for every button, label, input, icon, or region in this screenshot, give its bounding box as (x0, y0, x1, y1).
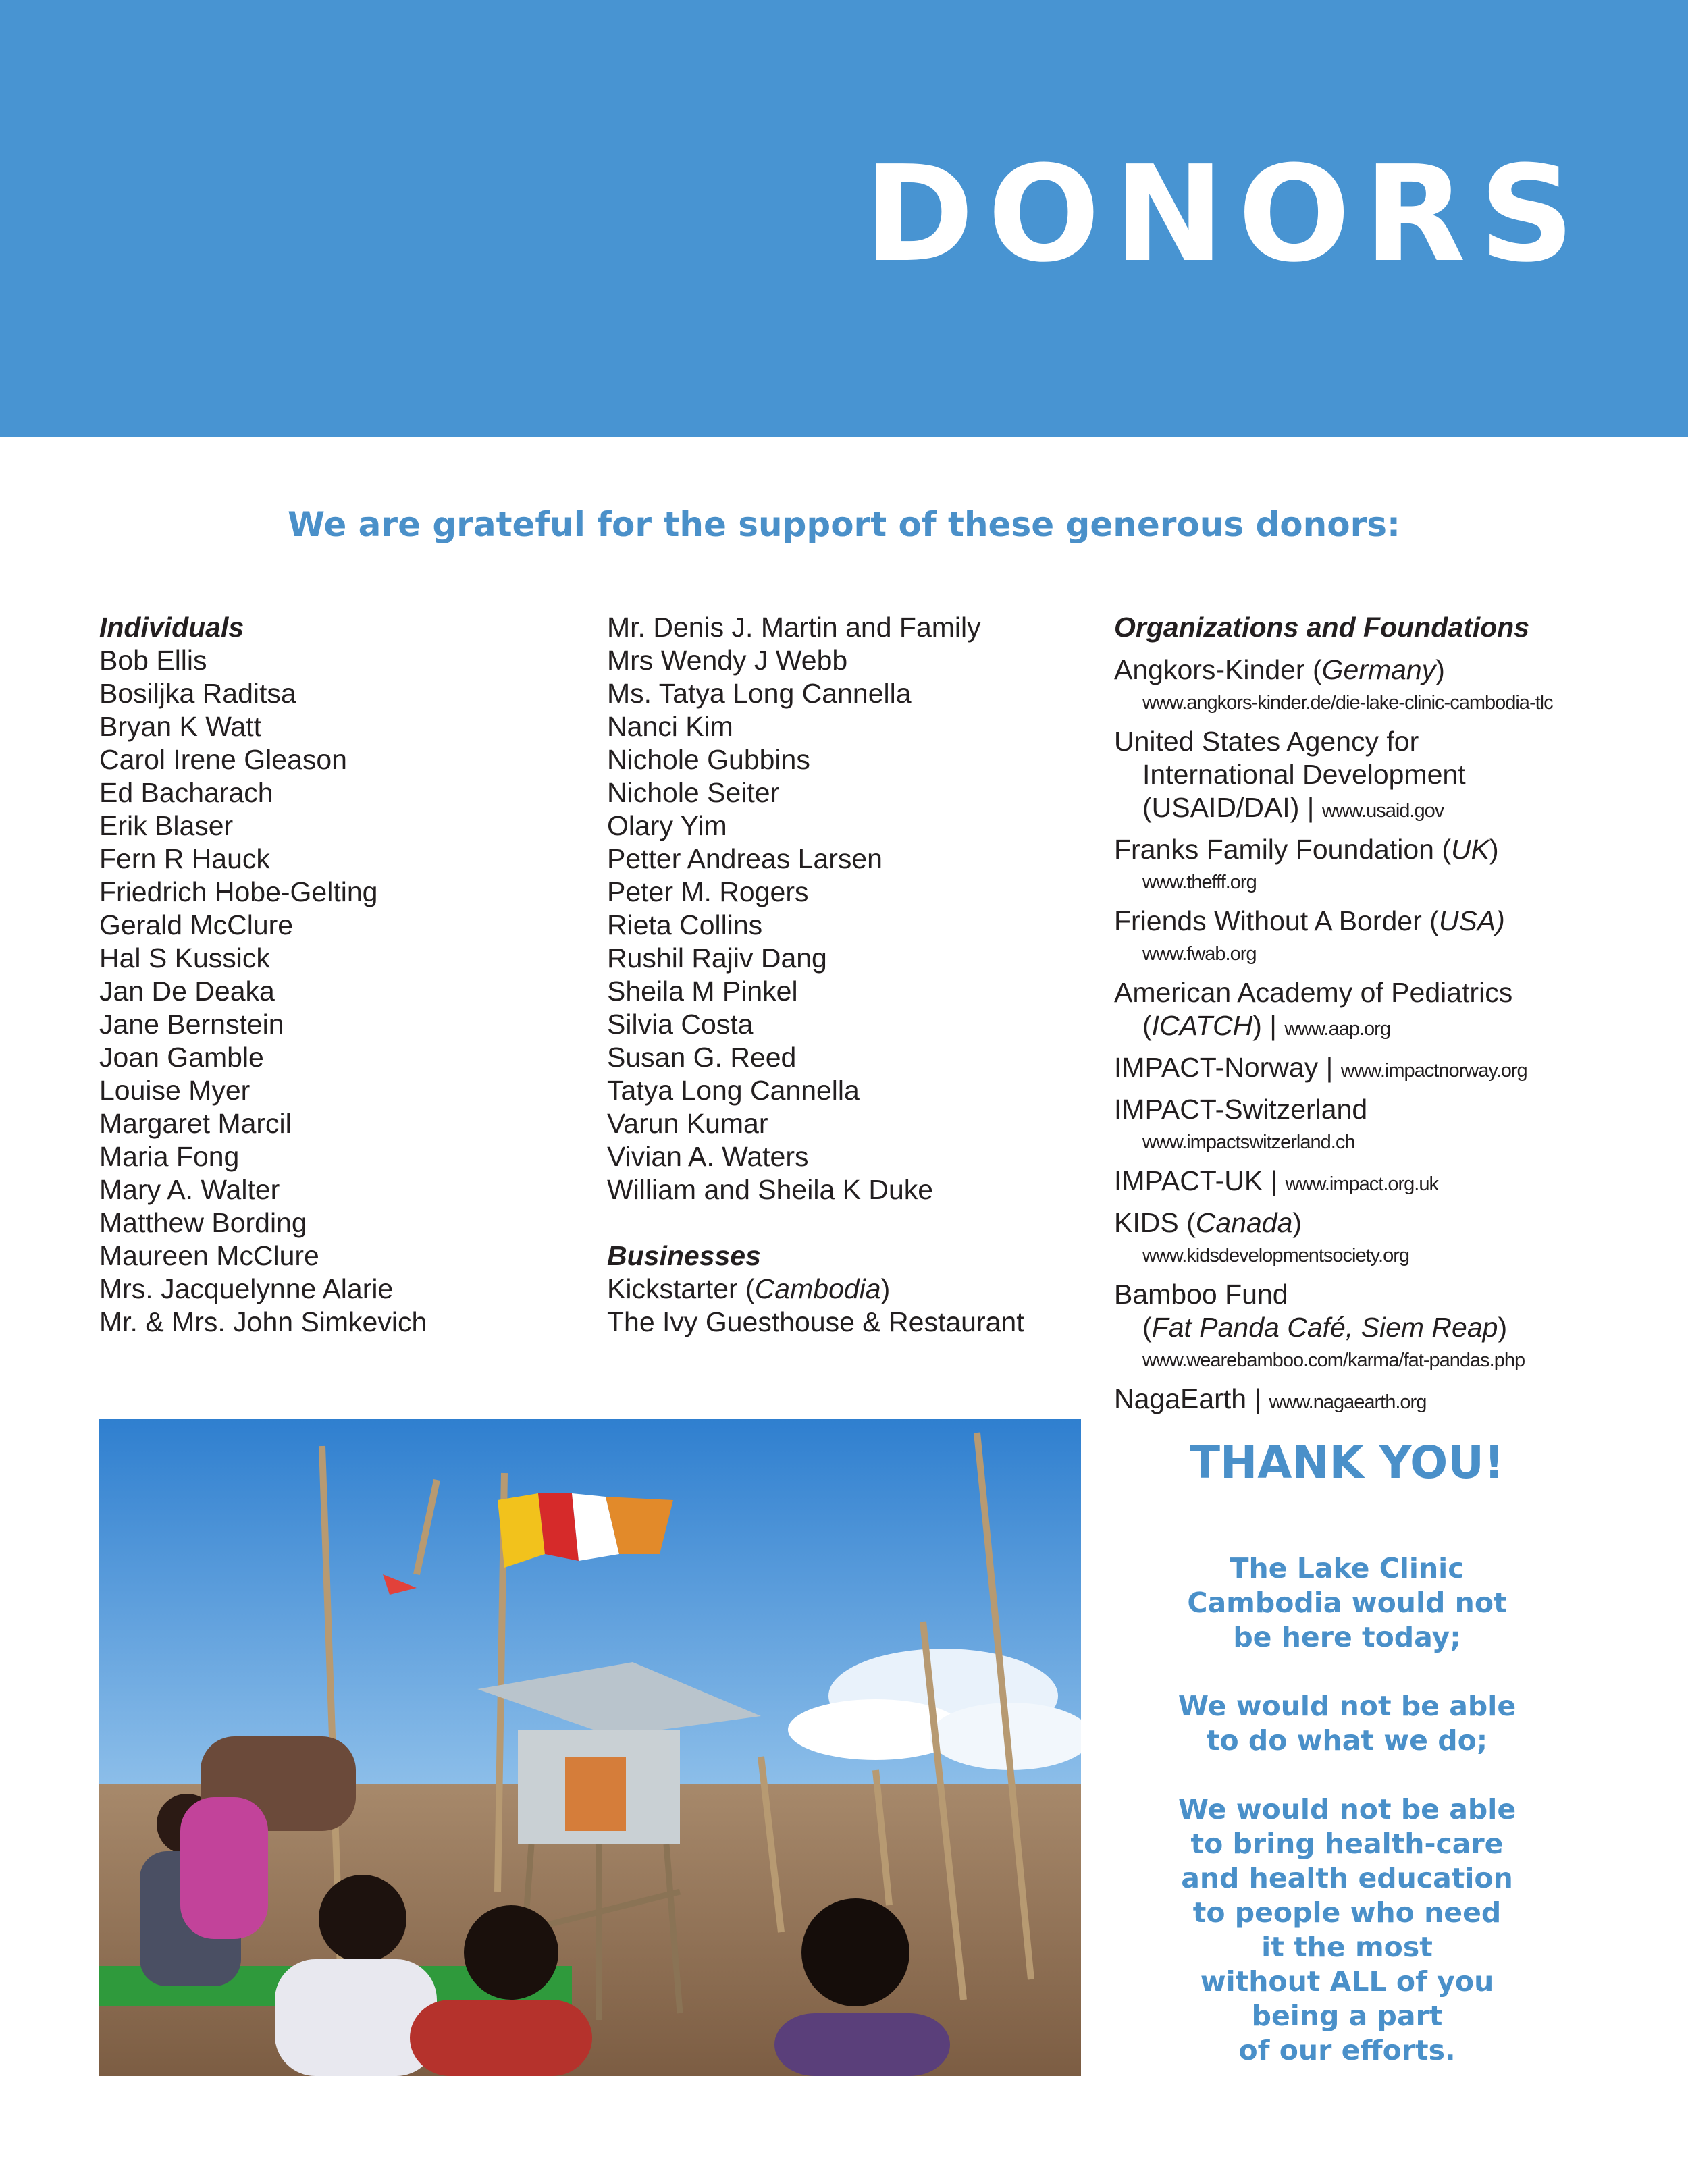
org-nagaearth: NagaEarth | www.nagaearth.org (1114, 1383, 1427, 1414)
intro-subtitle: We are grateful for the support of these generous donors: (287, 505, 1401, 544)
individuals-heading: Individuals (99, 612, 244, 643)
donor-name: Carol Irene Gleason (99, 744, 347, 775)
organizations-column (1114, 611, 1668, 1424)
donor-name: Mr. Denis J. Martin and Family (607, 612, 981, 643)
donor-name: Mrs Wendy J Webb (607, 645, 848, 676)
donor-name: Rushil Rajiv Dang (607, 942, 827, 974)
donor-name: Tatya Long Cannella (607, 1075, 860, 1106)
business-ivy: The Ivy Guesthouse & Restaurant (607, 1306, 1024, 1337)
donor-name: Margaret Marcil (99, 1108, 292, 1139)
donor-name: Mrs. Jacquelynne Alarie (99, 1273, 394, 1304)
donor-name: Gerald McClure (99, 909, 294, 940)
org-url: www.usaid.gov (1321, 800, 1444, 822)
individuals-column-1 (99, 611, 585, 1339)
org-impact-norway: IMPACT-Norway | www.impactnorway.org (1114, 1052, 1527, 1083)
photo-illustration (99, 1419, 1081, 2076)
donor-name: Bob Ellis (99, 645, 207, 676)
donor-name: Friedrich Hobe-Gelting (99, 876, 378, 907)
page-title: DONORS (864, 138, 1588, 292)
donor-name: Olary Yim (607, 810, 727, 841)
org-url: www.impactnorway.org (1340, 1060, 1527, 1082)
donor-name: Jan De Deaka (99, 976, 275, 1007)
thank-you-title: THANK YOU! (1190, 1437, 1504, 1489)
donor-name: Petter Andreas Larsen (607, 843, 882, 874)
donor-name: Joan Gamble (99, 1042, 264, 1073)
org-angkors-kinder: Angkors-Kinder (Germany) www.angkors-kinder.de/die-lake-clinic-cambodia-tlc (1114, 654, 1668, 720)
business-kickstarter: Kickstarter (Cambodia) (607, 1273, 891, 1304)
donor-name: Susan G. Reed (607, 1042, 797, 1073)
org-kids-canada: KIDS (Canada) www.kidsdevelopmentsociety.org (1114, 1206, 1668, 1273)
donor-name: Bryan K Watt (99, 711, 261, 742)
donor-name: Mary A. Walter (99, 1174, 280, 1205)
businesses-heading: Businesses (607, 1240, 761, 1271)
org-url: www.fwab.org (1142, 943, 1257, 965)
donor-name: Bosiljka Raditsa (99, 678, 296, 709)
donor-name: Silvia Costa (607, 1009, 754, 1040)
donor-name: Matthew Bording (99, 1207, 307, 1238)
donor-name: Jane Bernstein (99, 1009, 284, 1040)
donor-name: Maureen McClure (99, 1240, 319, 1271)
donor-name: Louise Myer (99, 1075, 250, 1106)
donor-name: Varun Kumar (607, 1108, 768, 1139)
donor-name: Ms. Tatya Long Cannella (607, 678, 912, 709)
thank-you-message: The Lake Clinic Cambodia would not be here today; We would not be able to do what we do; We would not be able to bring health-care and health education to people who need it the most without ALL of you being a part of our efforts. (1178, 1552, 1516, 2067)
header-banner (0, 0, 1688, 437)
donor-name: Erik Blaser (99, 810, 234, 841)
donor-name: Vivian A. Waters (607, 1141, 809, 1172)
donor-name: Nichole Seiter (607, 777, 780, 808)
org-bamboo-fund: Bamboo Fund (Fat Panda Café, Siem Reap) www.wearebamboo.com/karma/fat-pandas.php (1114, 1278, 1668, 1377)
org-url: www.nagaearth.org (1269, 1391, 1427, 1413)
organizations-heading: Organizations and Foundations (1114, 612, 1529, 643)
org-url: www.wearebamboo.com/karma/fat-pandas.php (1142, 1350, 1525, 1371)
donor-name: Maria Fong (99, 1141, 240, 1172)
donor-name: Ed Bacharach (99, 777, 273, 808)
org-impact-switzerland: IMPACT-Switzerland www.impactswitzerland.ch (1114, 1093, 1668, 1159)
individuals-column-2 (607, 611, 1093, 1339)
donor-name: Nichole Gubbins (607, 744, 810, 775)
org-url: www.impact.org.uk (1285, 1173, 1438, 1195)
org-aap: American Academy of Pediatrics (ICATCH) | www.aap.org (1114, 977, 1513, 1041)
donor-name: Fern R Hauck (99, 843, 270, 874)
donor-name: Nanci Kim (607, 711, 733, 742)
org-franks-family: Franks Family Foundation (UK) www.thefff.org (1114, 833, 1668, 899)
donor-name: William and Sheila K Duke (607, 1174, 934, 1205)
org-impact-uk: IMPACT-UK | www.impact.org.uk (1114, 1165, 1438, 1196)
org-url: www.thefff.org (1142, 872, 1257, 893)
org-friends-without-a-border: Friends Without A Border (USA) www.fwab.org (1114, 905, 1668, 971)
org-url: www.aap.org (1284, 1018, 1390, 1040)
org-url: www.angkors-kinder.de/die-lake-clinic-cambodia-tlc (1142, 692, 1553, 714)
org-usaid: United States Agency for International Development (USAID/DAI) | www.usaid.gov (1114, 726, 1466, 823)
donor-name: Peter M. Rogers (607, 876, 809, 907)
donor-name: Mr. & Mrs. John Simkevich (99, 1306, 427, 1337)
donor-name: Hal S Kussick (99, 942, 270, 974)
lake-clinic-photo (99, 1419, 1081, 2076)
donor-name: Rieta Collins (607, 909, 763, 940)
donor-name: Sheila M Pinkel (607, 976, 798, 1007)
org-url: www.impactswitzerland.ch (1142, 1131, 1355, 1153)
org-url: www.kidsdevelopmentsociety.org (1142, 1245, 1409, 1267)
